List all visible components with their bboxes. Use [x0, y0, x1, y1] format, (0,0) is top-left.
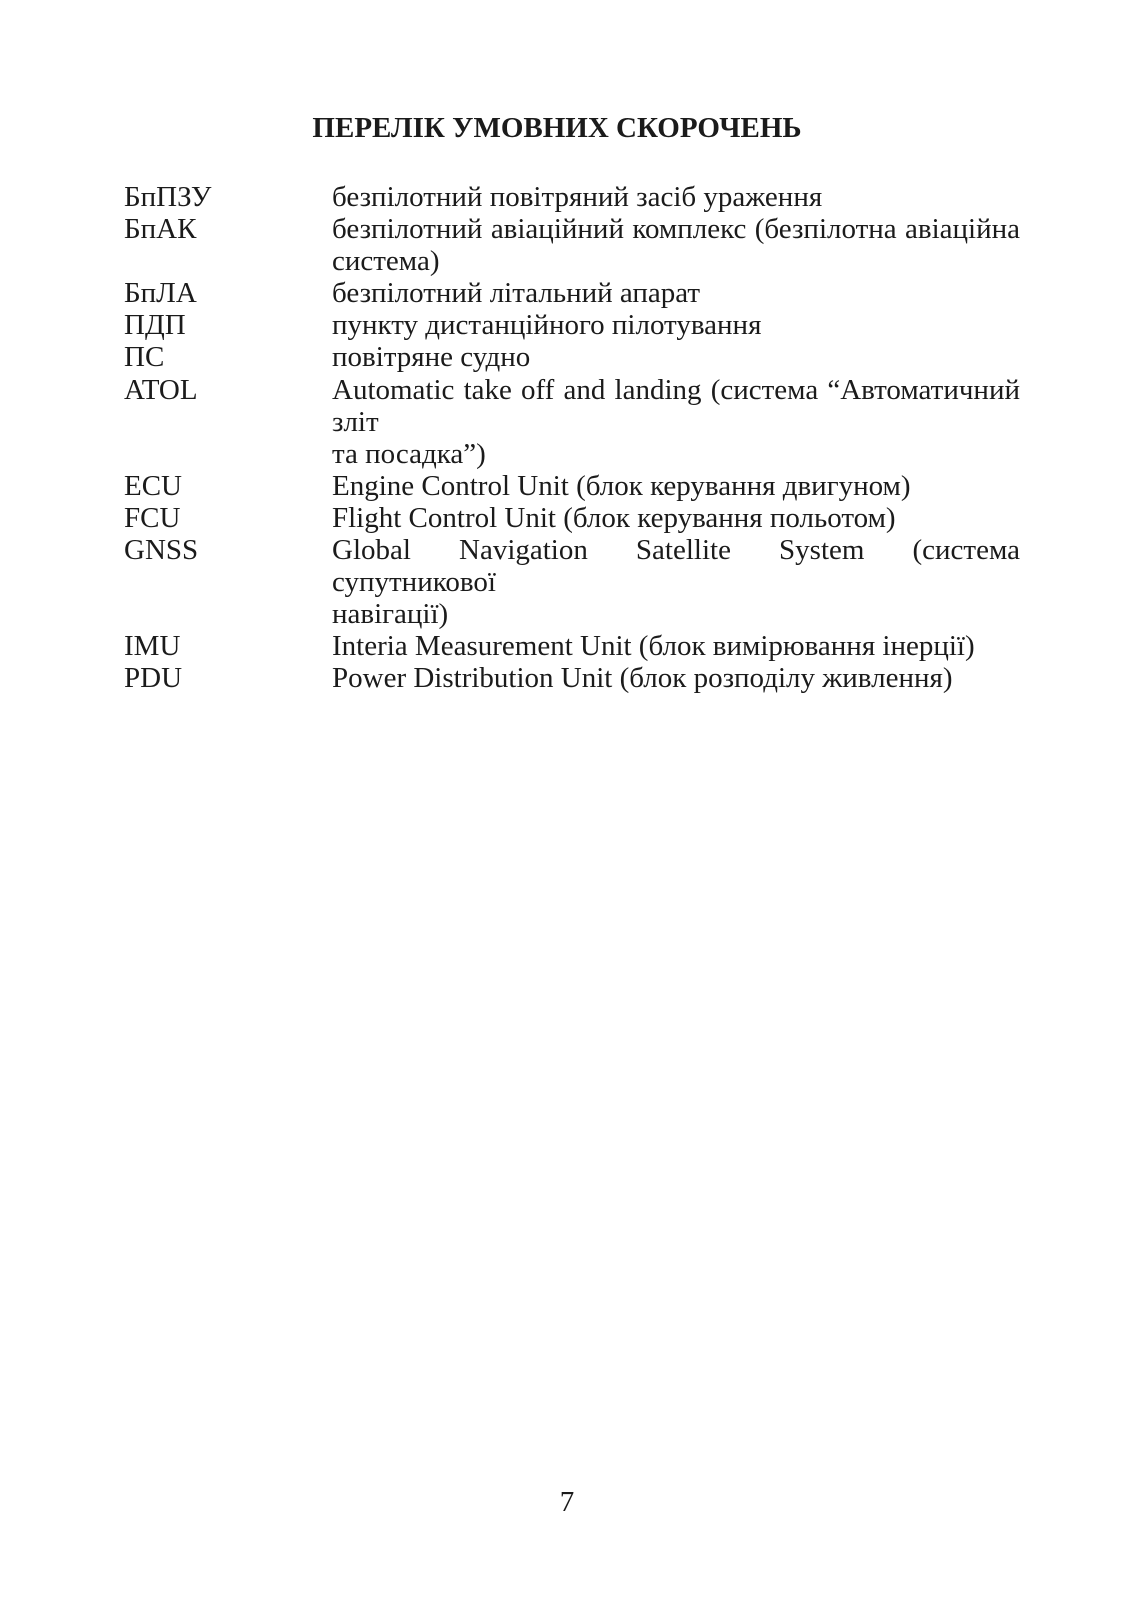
abbreviation-row: [124, 470, 1020, 502]
definition-line: безпілотний авіаційний комплекс (безпілотна авіаційна: [332, 213, 1020, 246]
abbreviation-row: [124, 374, 1020, 470]
definition-line: Interia Measurement Unit (блок вимірювання інерції): [332, 630, 975, 663]
abbreviation-definition: [332, 341, 1020, 373]
abbreviation-definition: [332, 470, 1020, 502]
definition-line: пункту дистанційного пілотування: [332, 309, 762, 342]
abbreviation-row: [124, 534, 1020, 630]
abbreviation-term: ПДП: [124, 309, 186, 342]
abbreviation-row: [124, 662, 1020, 694]
definition-line: Engine Control Unit (блок керування двигуном): [332, 469, 911, 502]
abbreviation-term: ECU: [124, 469, 182, 502]
definition-line: повітряне судно: [332, 341, 531, 374]
abbreviation-term: БпЛА: [124, 277, 197, 310]
abbreviation-term: ATOL: [124, 373, 198, 406]
abbreviation-term: GNSS: [124, 534, 199, 567]
abbreviation-row: [124, 277, 1020, 309]
abbreviation-definition: [332, 213, 1020, 277]
definition-line: безпілотний літальний апарат: [332, 277, 701, 310]
abbreviation-definition: [332, 309, 1020, 341]
definition-line: безпілотний повітряний засіб ураження: [332, 181, 823, 213]
definition-line: та посадка”): [332, 437, 486, 470]
abbreviation-term: FCU: [124, 501, 181, 534]
abbreviation-term: ПС: [124, 341, 165, 374]
page-number: 7: [559, 1486, 575, 1518]
abbreviation-definition: [332, 502, 1020, 534]
abbreviation-row: [124, 502, 1020, 534]
abbreviation-term: IMU: [124, 630, 181, 663]
abbreviation-definition: [332, 277, 1020, 309]
definition-line: навігації): [332, 598, 449, 631]
abbreviation-definition: [332, 662, 1020, 694]
abbreviation-definition: [332, 181, 1020, 213]
abbreviation-term: PDU: [124, 662, 183, 695]
abbreviation-row: [124, 213, 1020, 277]
abbreviation-term: БпПЗУ: [124, 181, 212, 213]
abbreviation-row: [124, 630, 1020, 662]
definition-line: Global Navigation Satellite System (система супутникової: [332, 534, 1020, 599]
definition-line: Power Distribution Unit (блок розподілу живлення): [332, 662, 953, 695]
abbreviation-row: [124, 309, 1020, 341]
abbreviation-term: БпАК: [124, 213, 197, 246]
abbreviation-list: [124, 181, 1020, 695]
definition-line: Flight Control Unit (блок керування польотом): [332, 501, 896, 534]
abbreviation-definition: [332, 630, 1020, 662]
page-title: ПЕРЕЛІК УМОВНИХ СКОРОЧЕНЬ: [312, 112, 802, 144]
abbreviation-definition: [332, 534, 1020, 630]
definition-line: система): [332, 245, 440, 278]
abbreviation-row: [124, 181, 1020, 213]
abbreviation-definition: [332, 374, 1020, 470]
abbreviation-row: [124, 341, 1020, 373]
definition-line: Automatic take off and landing (система “Автоматичний зліт: [332, 373, 1020, 438]
